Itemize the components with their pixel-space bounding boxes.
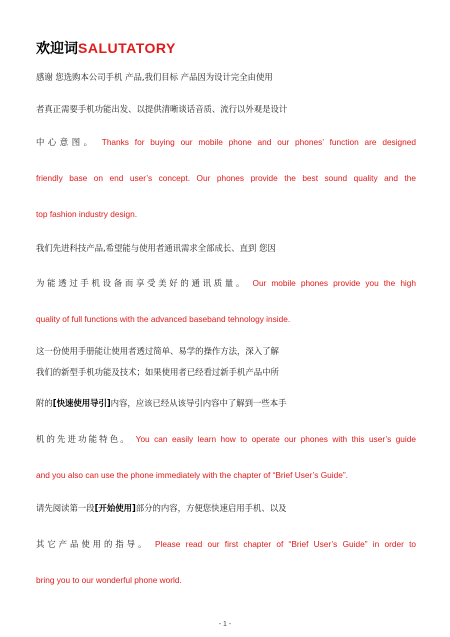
paragraph-line: top fashion industry design. (36, 209, 138, 219)
line-chinese: 机的先进功能特色。 (36, 434, 131, 444)
paragraph-line (36, 433, 416, 446)
paragraph-line (36, 136, 416, 149)
line-text: 内容，应该已经从该导引内容中了解到一些本手 (110, 398, 287, 408)
line-text: 请先阅读第一段 (36, 503, 95, 513)
page-number: - 1 - (218, 621, 232, 628)
line-english: Our mobile phones provide you the high (252, 278, 417, 288)
paragraph-line: friendly base on end user’s concept. Our phones provide the best sound quality and the (36, 173, 416, 183)
line-chinese: 为能透过手机设备而享受美好的通讯质量。 (36, 278, 248, 288)
paragraph-line (36, 538, 416, 551)
paragraph-line: 感谢 您选购本公司手机 产品,我们目标 产品因为设计完全由使用 (36, 72, 273, 82)
quick-guide-ref: [快速使用导引] (52, 398, 111, 408)
paragraph-line: 我们先进科技产品,希望能与使用者通讯需求全部成长、直到 您因 (36, 243, 276, 253)
heading (36, 38, 176, 58)
paragraph-line: and you also can use the phone immediately with the chapter of “Brief User’s Guide”. (36, 470, 348, 480)
paragraph-line: quality of full functions with the advanced baseband tehnology inside. (36, 314, 291, 324)
heading-chinese: 欢迎词 (36, 41, 78, 57)
line-english: Thanks for buying our mobile phone and our phones’ function are designed (101, 137, 417, 147)
start-use-ref: [开始使用] (94, 503, 136, 513)
heading-english: SALUTATORY (78, 40, 176, 56)
line-text: 部分的内容，方便您快速启用手机、以及 (135, 503, 287, 513)
line-english: You can easily learn how to operate our phones with this user’s guide (135, 434, 416, 444)
paragraph-line: 者真正需要手机功能出发、以提供清晰谈话音质、流行以外观是设计 (36, 104, 288, 114)
line-text: 附的 (36, 398, 53, 408)
paragraph-line: 我们的新型手机功能及技术；如果使用者已经看过新手机产品中所 (36, 367, 279, 377)
paragraph-line: 这一份使用手册能让使用者透过简单、易学的操作方法，深入了解 (36, 346, 279, 356)
paragraph-line (36, 397, 416, 409)
line-english: Please read our first chapter of “Brief User’s Guide” in order to (155, 539, 417, 549)
paragraph-line (36, 277, 416, 290)
paragraph-line: bring you to our wonderful phone world. (36, 575, 182, 585)
paragraph-line (36, 502, 416, 514)
line-chinese: 中心意图。 (36, 137, 96, 147)
line-chinese: 其它产品使用的指导。 (36, 539, 150, 549)
